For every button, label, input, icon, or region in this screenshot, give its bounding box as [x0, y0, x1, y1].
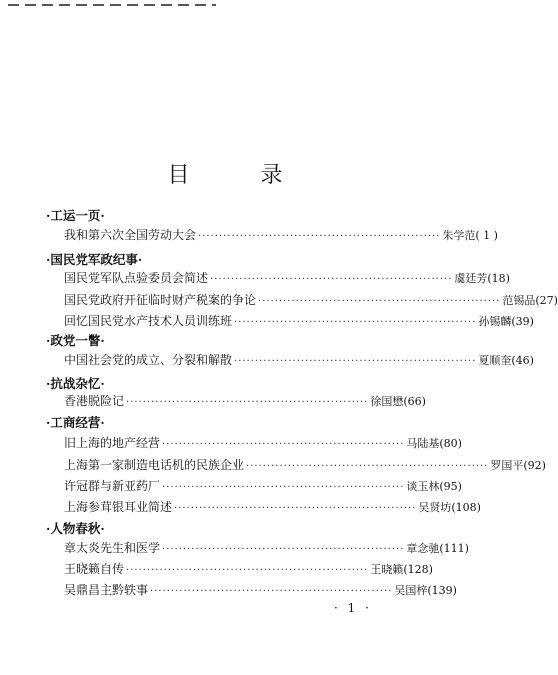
- entry-page: (18): [487, 272, 510, 285]
- entry-page: (39): [511, 315, 534, 328]
- entry-author: 谈玉林: [406, 480, 440, 493]
- entry-author: 范锡品: [502, 294, 536, 307]
- section-heading-labor: ·工运一页·: [46, 208, 105, 223]
- toc-entry[interactable]: [64, 269, 510, 289]
- entry-author: 虞廷芳: [454, 272, 488, 285]
- dot-leader: ··························································: [246, 461, 489, 472]
- entry-page: (66): [403, 395, 426, 408]
- toc-entry[interactable]: [64, 539, 469, 559]
- entry-title: 国民党政府开征临时财产税案的争论: [64, 293, 257, 307]
- section-heading-business: ·工商经营·: [46, 415, 105, 430]
- entry-page: (128): [403, 563, 433, 576]
- dot-leader: ··························································: [234, 317, 477, 328]
- entry-author: 吴国梓: [394, 584, 428, 597]
- entry-title: 章太炎先生和医学: [64, 541, 161, 555]
- toc-entry[interactable]: [64, 477, 462, 497]
- dot-leader: ··························································: [150, 586, 393, 597]
- dot-leader: ··························································: [126, 565, 369, 576]
- entry-title: 国民党军队点验委员会简述: [64, 271, 209, 285]
- toc-entry[interactable]: [64, 392, 426, 412]
- dot-leader: ··························································: [162, 544, 405, 555]
- entry-page: (27): [535, 294, 558, 307]
- entry-author: 罗国平: [490, 459, 524, 472]
- section-heading-kmt: ·国民党军政纪事·: [46, 252, 143, 267]
- toc-entry[interactable]: [64, 312, 534, 332]
- section-heading-war: ·抗战杂忆·: [46, 376, 105, 391]
- entry-title: 王晓籁自传: [64, 562, 125, 576]
- dot-leader: ··························································: [126, 397, 369, 408]
- entry-title: 我和第六次全国劳动大会: [64, 228, 197, 242]
- entry-page: (139): [427, 584, 457, 597]
- entry-title: 回忆国民党水产技术人员训练班: [64, 314, 233, 328]
- entry-page: (92): [523, 459, 546, 472]
- entry-title: 上海参茸银耳业简述: [64, 500, 173, 514]
- section-heading-figures: ·人物春秋·: [46, 521, 105, 536]
- entry-title: 许冠群与新亚药厂: [64, 479, 161, 493]
- toc-entry[interactable]: [64, 351, 534, 371]
- page-number: · 1 ·: [334, 601, 372, 615]
- entry-title: 上海第一家制造电话机的民族企业: [64, 458, 245, 472]
- entry-page: (80): [439, 437, 462, 450]
- section-heading-party: ·政党一瞥·: [46, 333, 105, 348]
- entry-page: (108): [451, 501, 481, 514]
- entry-author: 夏顺奎: [478, 354, 512, 367]
- entry-author: 王晓籁: [370, 563, 404, 576]
- toc-entry[interactable]: [64, 434, 462, 454]
- page-title: 目 录: [167, 163, 315, 188]
- entry-title: 吴鼎昌主黔轶事: [64, 583, 149, 597]
- entry-author: 徐国懋: [370, 395, 404, 408]
- entry-author: 马陆基: [406, 437, 440, 450]
- page-top-dashes: [8, 4, 216, 6]
- entry-title: 香港脱险记: [64, 394, 125, 408]
- dot-leader: ··························································: [258, 296, 501, 307]
- toc-entry[interactable]: [64, 291, 558, 311]
- dot-leader: ··························································: [210, 274, 453, 285]
- toc-entry[interactable]: [64, 456, 546, 476]
- toc-entry[interactable]: [64, 560, 433, 580]
- dot-leader: ··························································: [174, 503, 417, 514]
- entry-page: ( 1 ): [475, 229, 498, 242]
- entry-author: 孙锡麟: [478, 315, 512, 328]
- entry-author: 吴贤坊: [418, 501, 452, 514]
- entry-page: (46): [511, 354, 534, 367]
- toc-entry[interactable]: [64, 581, 457, 601]
- entry-author: 朱学范: [442, 229, 476, 242]
- entry-author: 章念驰: [406, 542, 440, 555]
- entry-page: (111): [439, 542, 469, 555]
- dot-leader: ··························································: [162, 482, 405, 493]
- toc-entry[interactable]: [64, 226, 498, 246]
- dot-leader: ··························································: [162, 439, 405, 450]
- dot-leader: ··························································: [234, 356, 477, 367]
- entry-title: 旧上海的地产经营: [64, 436, 161, 450]
- entry-title: 中国社会党的成立、分裂和解散: [64, 353, 233, 367]
- entry-page: (95): [439, 480, 462, 493]
- dot-leader: ··························································: [198, 231, 441, 242]
- toc-entry[interactable]: [64, 498, 481, 518]
